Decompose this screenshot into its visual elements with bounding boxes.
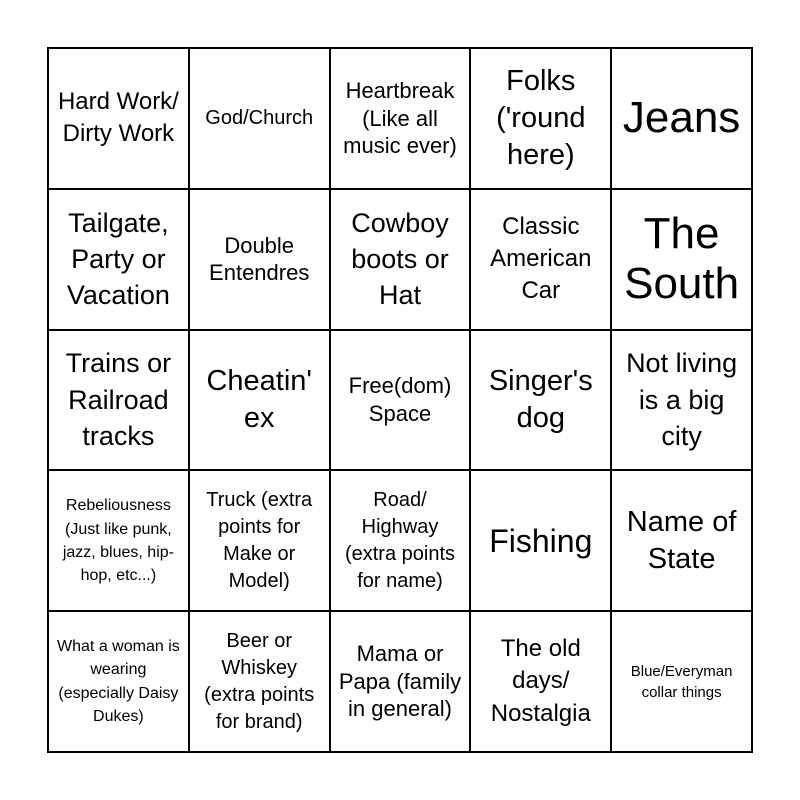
cell-text: Free(dom) Space: [348, 373, 452, 426]
bingo-cell-god-church[interactable]: [189, 48, 330, 189]
cell-text: Rebeliousness (Just like punk, jazz, blues, hip-hop, etc...): [62, 497, 174, 584]
bingo-cell-old-days[interactable]: [470, 611, 611, 752]
cell-text: Fishing: [489, 522, 593, 559]
cell-text: Folks ('round here): [496, 65, 586, 171]
bingo-cell-not-living-big-city[interactable]: [611, 330, 752, 471]
bingo-cell-name-of-state[interactable]: [611, 470, 752, 611]
cell-text: Tailgate, Party or Vacation: [66, 207, 170, 311]
bingo-cell-double-entendres[interactable]: [189, 189, 330, 330]
cell-text: The old days/ Nostalgia: [490, 635, 591, 727]
bingo-cell-singers-dog[interactable]: [470, 330, 611, 471]
cell-text: Beer or Whiskey (extra points for brand): [204, 629, 315, 733]
bingo-cell-trains[interactable]: [48, 330, 189, 471]
cell-text: Hard Work/ Dirty Work: [57, 88, 179, 148]
bingo-cell-free-space[interactable]: [330, 330, 471, 471]
bingo-cell-jeans[interactable]: [611, 48, 752, 189]
cell-text: God/Church: [205, 106, 314, 129]
cell-text: Heartbreak (Like all music ever): [343, 78, 457, 159]
bingo-cell-rebeliousness[interactable]: [48, 470, 189, 611]
bingo-cell-what-woman-wearing[interactable]: [48, 611, 189, 752]
cell-text: Classic American Car: [490, 212, 592, 305]
bingo-cell-hard-work[interactable]: [48, 48, 189, 189]
bingo-cell-folks[interactable]: [470, 48, 611, 189]
bingo-cell-cheatin-ex[interactable]: [189, 330, 330, 471]
cell-text: Not living is a big city: [626, 348, 738, 452]
cell-text: Cowboy boots or Hat: [351, 207, 449, 311]
bingo-cell-truck[interactable]: [189, 470, 330, 611]
cell-text: Cheatin' ex: [206, 365, 312, 434]
cell-text: Singer's dog: [488, 365, 593, 434]
bingo-cell-the-south[interactable]: [611, 189, 752, 330]
cell-text: Road/ Highway (extra points for name): [344, 488, 456, 592]
bingo-cell-classic-car[interactable]: [470, 189, 611, 330]
cell-text: Double Entendres: [209, 232, 310, 286]
cell-text: Trains or Railroad tracks: [65, 348, 172, 452]
cell-text: Blue/Everyman collar things: [630, 662, 733, 701]
cell-text: The South: [624, 208, 740, 309]
cell-text: What a woman is wearing (especially Daisy Dukes): [57, 638, 180, 725]
bingo-cell-tailgate[interactable]: [48, 189, 189, 330]
bingo-cell-heartbreak[interactable]: [330, 48, 471, 189]
bingo-cell-fishing[interactable]: [470, 470, 611, 611]
bingo-cell-blue-collar[interactable]: [611, 611, 752, 752]
bingo-cell-beer-whiskey[interactable]: [189, 611, 330, 752]
bingo-cell-cowboy-boots[interactable]: [330, 189, 471, 330]
bingo-cell-mama-papa[interactable]: [330, 611, 471, 752]
cell-text: Name of State: [626, 505, 737, 575]
bingo-cell-road-highway[interactable]: [330, 470, 471, 611]
cell-text: Mama or Papa (family in general): [338, 641, 462, 722]
cell-text: Truck (extra points for Make or Model): [206, 488, 313, 592]
bingo-board: [47, 47, 753, 753]
cell-text: Jeans: [622, 93, 741, 143]
